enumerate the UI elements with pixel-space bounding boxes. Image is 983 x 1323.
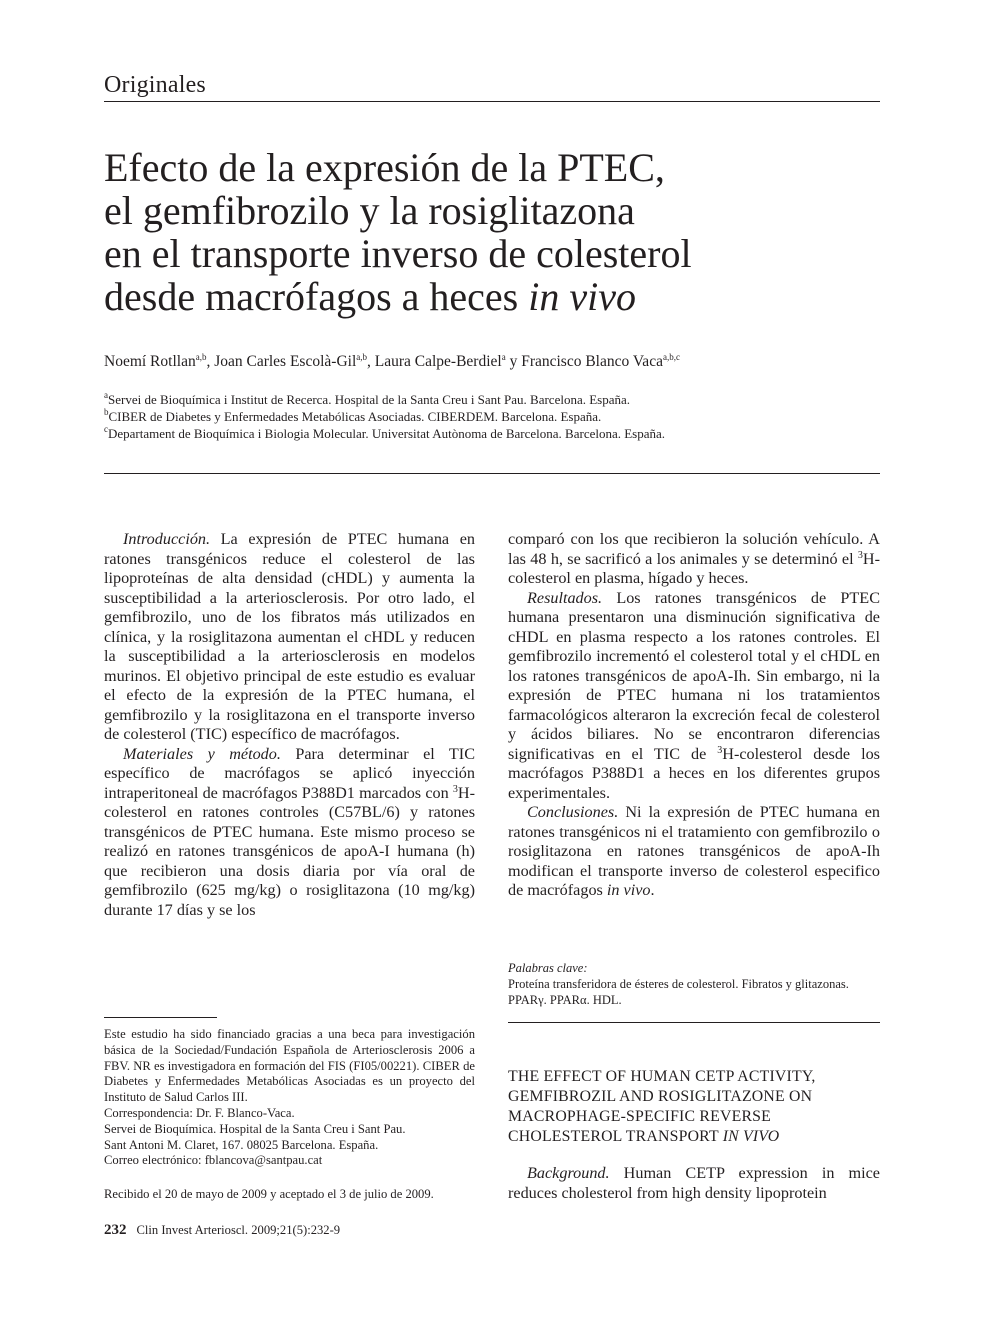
footnote-rule — [104, 1017, 217, 1018]
affiliation-mark: b — [104, 407, 109, 417]
english-abstract-text: Human CETP expression in mice reduces cholesterol from high density lipoprotein — [508, 1164, 880, 1202]
author-name: Joan Carles Escolà-Gil — [214, 353, 357, 370]
keywords-text: Proteína transferidora de ésteres de colesterol. Fibratos y glitazonas. PPARγ. PPARα. HDL. — [508, 977, 849, 1007]
abstract-text: . — [650, 881, 655, 899]
english-abstract — [508, 1164, 880, 1203]
english-title-text: CHOLESTEROL TRANSPORT — [508, 1128, 723, 1145]
title-italic: in vivo — [528, 274, 636, 319]
abstract-text: La expresión de PTEC humana en ratones transgénicos reduce el colesterol de las lipoproteínas de alta densidad (cHDL) y aumenta la susceptibilidad a la arteriosclerosis. Por otro lado, el gemfibrozilo, uno de los fibratos más utilizados en clínica, y la rosiglitazona aumentan el cHDL y reducen la susceptibilidad a la arteriosclerosis en modelos murinos. El objetivo principal de este estudio es evaluar el efecto de la expresión de la PTEC humana, el gemfibrozilo y la rosiglitazona en el transporte inverso de colesterol (TIC) específico de macrófagos. — [104, 530, 475, 743]
page-footer — [104, 1221, 340, 1239]
english-title-italic: IN VIVO — [722, 1128, 780, 1145]
title-line: Efecto de la expresión de la PTEC, — [104, 145, 665, 190]
title-line — [104, 275, 864, 318]
abstract-heading: Introducción. — [123, 530, 211, 548]
footnote — [104, 1027, 475, 1169]
abstract-text: Los ratones transgénicos de PTEC humana presentaron una disminución significativa de cHDL en plasma respecto a los ratones controles. El gemfibrozilo incrementó el colesterol total y el cHDL en los ratones transgénicos de apoA-Ih. Sin embargo, ni la expresión de PTEC humana ni los tratamientos farmacológicos alteraron la excreción fecal de colesterol y ácidos biliares. No se encontraron diferencias significativas en el TIC de — [508, 588, 880, 763]
funding-note: Este estudio ha sido financiado gracias a una beca para investigación básica de la Sociedad/Fundación Española de Arteriosclerosis 2006 a FBV. NR es investigadora en formación del FIS (FI05/00221). CIBER de Diabetes y Enfermedades Metabólicas Asociadas es un proyecto del Instituto de Salud Carlos III. — [104, 1027, 475, 1105]
abstract-heading: Resultados. — [527, 588, 603, 607]
correspondence-address: Servei de Bioquímica. Hospital de la Santa Creu i Sant Pau. — [104, 1121, 406, 1136]
keywords-divider — [508, 1022, 880, 1023]
abstract-italic: in vivo — [606, 881, 651, 899]
author-affiliation-mark: a — [501, 352, 506, 362]
author-name: Francisco Blanco Vaca — [521, 353, 663, 370]
abstract-right-column — [508, 530, 880, 901]
author-name: Laura Calpe-Berdiel — [374, 353, 502, 370]
isotope-superscript: 3 — [857, 549, 863, 561]
abstract-text: H-colesterol desde los macrófagos P388D1 a heces en los diferentes grupos experimentales. — [508, 744, 880, 802]
header-rule — [104, 101, 880, 102]
journal-citation: Clin Invest Arterioscl. 2009;21(5):232-9 — [136, 1223, 341, 1237]
title-line: en el transporte inverso de colesterol — [104, 231, 692, 276]
author-separator: , — [367, 353, 375, 370]
affiliation-mark: c — [104, 424, 108, 434]
english-title-line: THE EFFECT OF HUMAN CETP ACTIVITY, — [508, 1068, 816, 1085]
abstract-text: H-colesterol en plasma, hígado y heces. — [508, 549, 880, 587]
section-divider — [104, 473, 880, 474]
abstract-methods — [104, 745, 475, 921]
page-number: 232 — [104, 1222, 127, 1238]
affiliation-text: Departament de Bioquímica i Biologia Molecular. Universitat Autònoma de Barcelona. Barcelona. España. — [108, 426, 666, 441]
correspondence-address: Sant Antoni M. Claret, 167. 08025 Barcelona. España. — [104, 1137, 379, 1152]
correspondence-email: Correo electrónico: fblancova@santpau.cat — [104, 1153, 323, 1168]
affiliations — [104, 391, 880, 442]
abstract-introduction — [104, 530, 475, 745]
english-background — [508, 1164, 880, 1203]
english-title-line: GEMFIBROZIL AND ROSIGLITAZONE ON — [508, 1088, 813, 1105]
abstract-results — [508, 589, 880, 804]
abstract-heading: Conclusiones. — [527, 803, 619, 821]
abstract-methods-continued — [508, 530, 880, 589]
abstract-conclusions — [508, 803, 880, 901]
english-title-line — [508, 1127, 880, 1147]
abstract-heading: Materiales y método. — [123, 744, 281, 763]
abstract-left-column — [104, 530, 475, 920]
affiliation-mark: a — [104, 390, 108, 400]
author-separator: y — [505, 353, 522, 370]
english-abstract-heading: Background. — [527, 1164, 610, 1182]
author-affiliation-mark: a,b,c — [662, 352, 680, 362]
english-title — [508, 1067, 880, 1147]
abstract-text: Para determinar el TIC específico de macrófagos se aplicó inyección intraperitoneal de macrófagos P388D1 marcados con — [104, 744, 475, 802]
title-line-text: desde macrófagos a heces — [104, 274, 529, 319]
affiliation-item — [104, 391, 880, 408]
author-affiliation-mark: a,b — [195, 352, 207, 362]
author-list — [104, 352, 880, 372]
author-affiliation-mark: a,b — [356, 352, 367, 362]
section-label: Originales — [104, 72, 206, 98]
affiliation-item — [104, 425, 880, 442]
isotope-superscript: 3 — [452, 783, 458, 795]
article-title — [104, 146, 864, 318]
author-separator: , — [206, 353, 215, 370]
isotope-superscript: 3 — [717, 744, 723, 756]
author-name: Noemí Rotllan — [104, 353, 196, 370]
keywords — [508, 960, 880, 1008]
affiliation-text: CIBER de Diabetes y Enfermedades Metabólicas Asociadas. CIBERDEM. Barcelona. España. — [108, 409, 602, 424]
correspondence: Correspondencia: Dr. F. Blanco-Vaca. — [104, 1105, 295, 1120]
english-title-line: MACROPHAGE-SPECIFIC REVERSE — [508, 1108, 772, 1125]
abstract-text: H-colesterol en ratones controles (C57BL/6) y ratones transgénicos de PTEC humana. Este mismo proceso se realizó en ratones transgénicos de apoA-I humana (h) que recibieron una dosis diaria por vía oral de gemfibrozilo (625 mg/kg) o rosiglitazona (10 mg/kg) durante 17 días y se los — [104, 783, 475, 919]
abstract-text: Ni la expresión de PTEC humana en ratones transgénicos ni el tratamiento con gemfibrozilo o rosiglitazona en ratones transgénicos de apoA-Ih modifican el transporte inverso de colesterol especifico de macrófagos — [508, 803, 880, 899]
title-line: el gemfibrozilo y la rosiglitazona — [104, 188, 635, 233]
affiliation-item — [104, 408, 880, 425]
received-dates: Recibido el 20 de mayo de 2009 y aceptado el 3 de julio de 2009. — [104, 1187, 434, 1201]
affiliation-text: Servei de Bioquímica i Institut de Recerca. Hospital de la Santa Creu i Sant Pau. Barcelona. España. — [108, 392, 631, 407]
abstract-text: comparó con los que recibieron la solución vehículo. A las 48 h, se sacrificó a los animales y se determinó el — [508, 530, 880, 568]
keywords-label: Palabras clave: — [508, 961, 588, 975]
